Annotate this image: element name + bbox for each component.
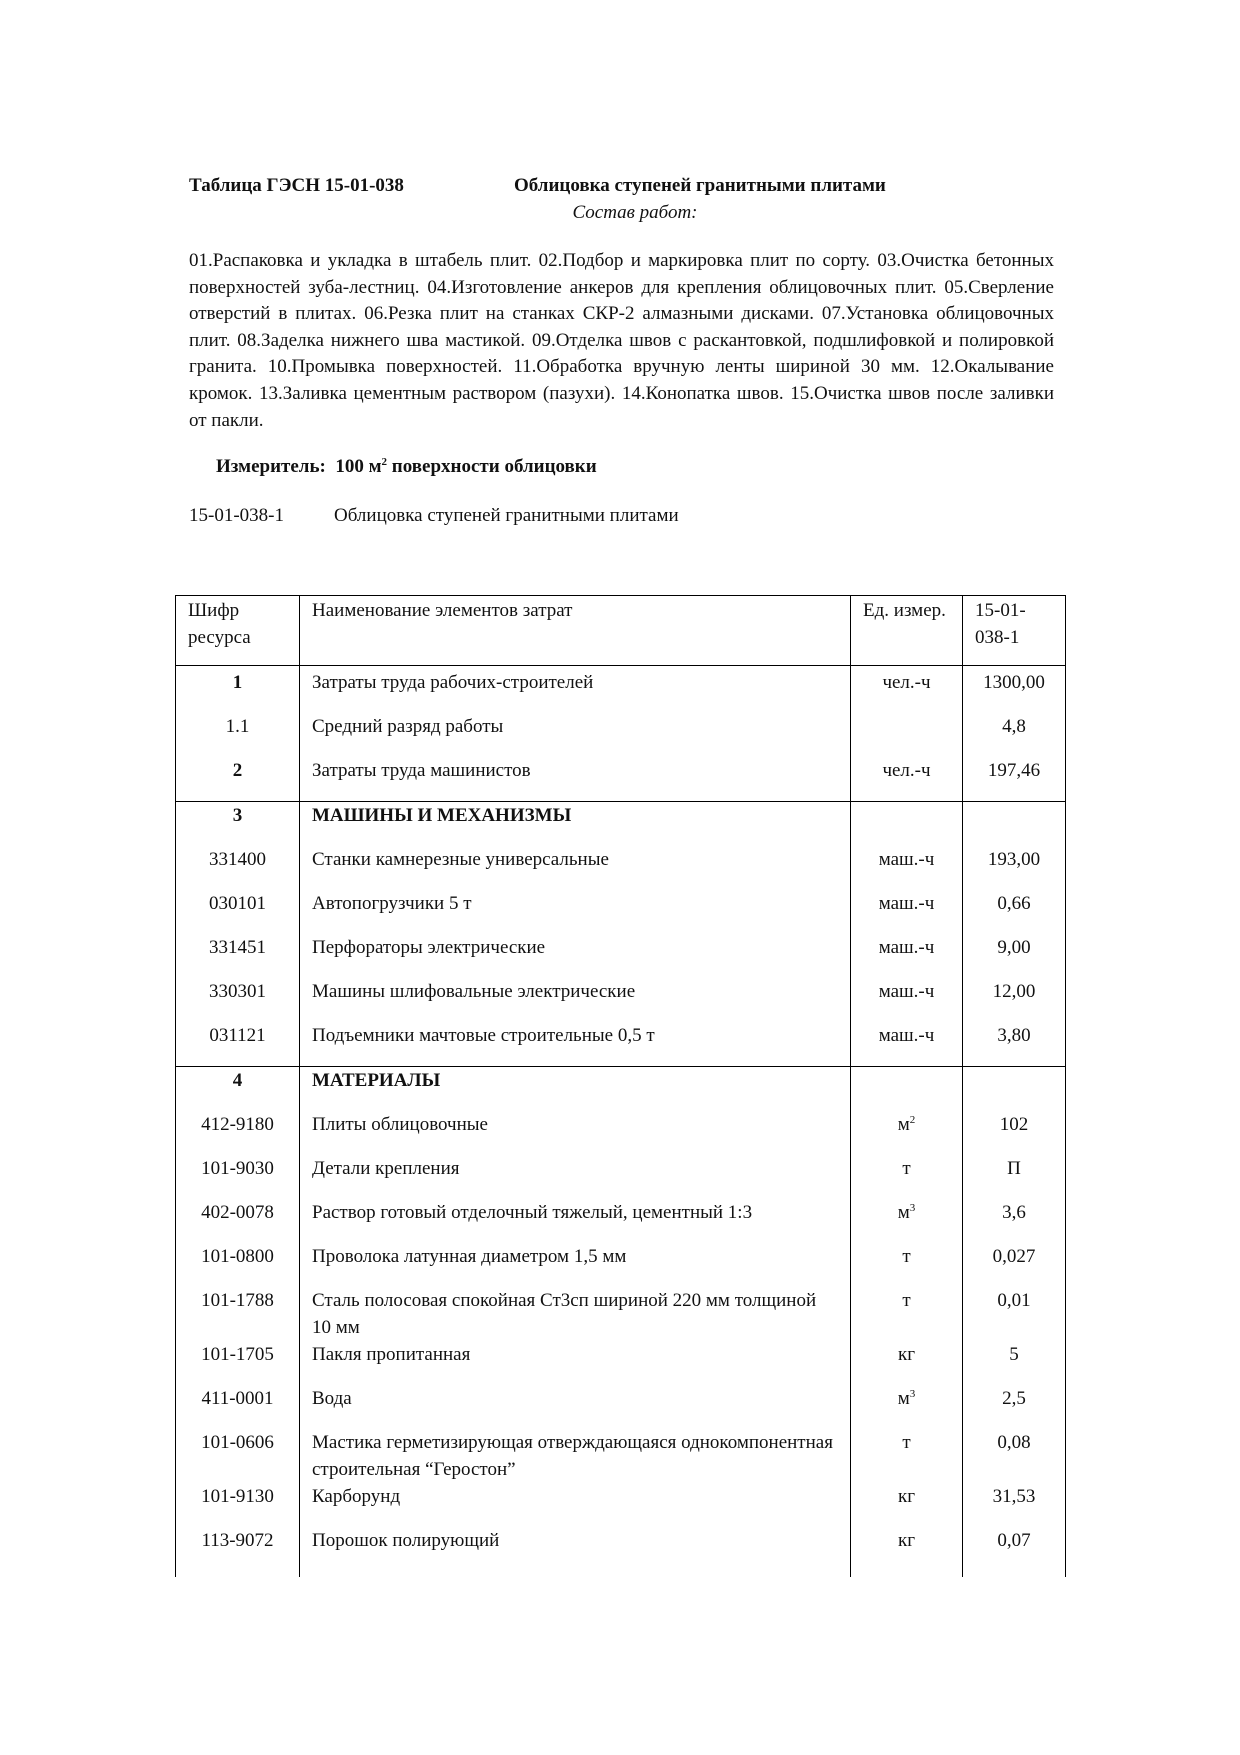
measure-value-prefix: 100 м [335, 456, 382, 477]
table-row [176, 1022, 1066, 1067]
table-row [176, 1067, 1066, 1112]
row-unit [851, 802, 963, 847]
row-value: 5 [963, 1341, 1066, 1385]
measure-value-sup: 2 [381, 456, 388, 468]
table-code: Таблица ГЭСН 15-01-038 [189, 175, 404, 196]
row-unit-text: м [897, 1202, 910, 1223]
table-row [176, 846, 1066, 890]
row-value: 0,08 [963, 1429, 1066, 1483]
row-unit [851, 1341, 963, 1385]
table-header-row [176, 596, 1066, 666]
row-unit-text: маш.-ч [878, 849, 935, 870]
row-value: 0,01 [963, 1287, 1066, 1341]
row-code: 402-0078 [176, 1199, 300, 1243]
row-name: МАШИНЫ И МЕХАНИЗМЫ [300, 802, 851, 847]
row-unit [851, 1199, 963, 1243]
row-code: 113-9072 [176, 1527, 300, 1577]
table-row [176, 1483, 1066, 1527]
table-row [176, 757, 1066, 802]
row-value: 0,07 [963, 1527, 1066, 1577]
row-unit-text: маш.-ч [878, 937, 935, 958]
table-row [176, 1243, 1066, 1287]
row-value: 193,00 [963, 846, 1066, 890]
row-value: 3,80 [963, 1022, 1066, 1067]
row-name: Автопогрузчики 5 т [300, 890, 851, 934]
row-unit [851, 666, 963, 714]
measure-label: Измеритель: [216, 456, 326, 477]
table-row [176, 978, 1066, 1022]
row-unit [851, 757, 963, 802]
row-name: Сталь полосовая спокойная Ст3сп шириной 220 мм толщиной 10 мм [300, 1287, 851, 1341]
row-unit [851, 1385, 963, 1429]
row-value: П [963, 1155, 1066, 1199]
row-code: 101-1788 [176, 1287, 300, 1341]
measure-line [216, 456, 597, 478]
row-value: 102 [963, 1111, 1066, 1155]
row-unit [851, 1243, 963, 1287]
row-name: Раствор готовый отделочный тяжелый, цементный 1:3 [300, 1199, 851, 1243]
row-unit-text: м [897, 1388, 910, 1409]
row-value: 0,027 [963, 1243, 1066, 1287]
table-row [176, 1111, 1066, 1155]
header-code: Шифр ресурса [176, 596, 300, 666]
works-heading: Состав работ: [572, 202, 698, 223]
measure-value-suffix: поверхности облицовки [387, 456, 597, 477]
row-unit-text: т [902, 1290, 911, 1311]
row-value: 31,53 [963, 1483, 1066, 1527]
table-row [176, 713, 1066, 757]
row-value: 9,00 [963, 934, 1066, 978]
row-code: 101-0800 [176, 1243, 300, 1287]
row-name: Карборунд [300, 1483, 851, 1527]
row-unit [851, 934, 963, 978]
row-unit-text: кг [897, 1344, 916, 1365]
row-unit-text: кг [897, 1530, 916, 1551]
table-row [176, 1287, 1066, 1341]
item-code: 15-01-038-1 [189, 505, 284, 526]
table-row [176, 1385, 1066, 1429]
row-unit-text: маш.-ч [878, 981, 935, 1002]
row-code: 411-0001 [176, 1385, 300, 1429]
row-code: 101-1705 [176, 1341, 300, 1385]
row-unit [851, 713, 963, 757]
table-title: Облицовка ступеней гранитными плитами [514, 175, 886, 196]
table-row [176, 1155, 1066, 1199]
works-description: 01.Распаковка и укладка в штабель плит. 02.Подбор и маркировка плит по сорту. 03.Очистка бетонных поверхностей зуба-лестниц. 04.Изготовление анкеров для крепления облицовочных плит. 05.Сверление отверстий в плитах. 06.Резка плит на станках СКР-2 алмазными дисками. 07.Установка облицовочных плит. 08.Заделка нижнего шва мастикой. 09.Отделка швов с раскантовкой, подшлифовкой и полировкой гранита. 10.Промывка поверхностей. 11.Обработка вручную ленты шириной 30 мм. 12.Окалывание кромок. 13.Заливка цементным раствором (пазухи). 14.Конопатка швов. 15.Очистка швов после заливки от пакли. [189, 250, 1054, 431]
row-value: 197,46 [963, 757, 1066, 802]
table-body [176, 666, 1066, 1578]
row-name: Затраты труда машинистов [300, 757, 851, 802]
row-unit [851, 1527, 963, 1577]
row-name: Станки камнерезные универсальные [300, 846, 851, 890]
row-unit-text: т [902, 1158, 911, 1179]
table-row [176, 802, 1066, 847]
row-name: Плиты облицовочные [300, 1111, 851, 1155]
row-code: 1 [176, 666, 300, 714]
row-code: 331400 [176, 846, 300, 890]
header-name: Наименование элементов затрат [300, 596, 851, 666]
row-value: 3,6 [963, 1199, 1066, 1243]
row-code: 101-9130 [176, 1483, 300, 1527]
row-unit-text: маш.-ч [878, 1025, 935, 1046]
row-value [963, 802, 1066, 847]
resource-table [175, 595, 1066, 1577]
row-name: Детали крепления [300, 1155, 851, 1199]
row-code: 331451 [176, 934, 300, 978]
row-unit-text: м [897, 1114, 910, 1135]
header-value: 15-01-038-1 [963, 596, 1066, 666]
table-row [176, 1199, 1066, 1243]
row-unit-text: чел.-ч [882, 672, 931, 693]
row-unit [851, 1287, 963, 1341]
row-value: 0,66 [963, 890, 1066, 934]
row-unit-sup: 3 [909, 1202, 916, 1214]
row-unit [851, 846, 963, 890]
table-row [176, 1527, 1066, 1577]
row-value [963, 1067, 1066, 1112]
row-unit [851, 1155, 963, 1199]
row-code: 1.1 [176, 713, 300, 757]
item-line [189, 505, 679, 527]
row-unit [851, 978, 963, 1022]
row-code: 101-0606 [176, 1429, 300, 1483]
row-unit-text: т [902, 1246, 911, 1267]
header-unit: Ед. измер. [851, 596, 963, 666]
row-code: 412-9180 [176, 1111, 300, 1155]
row-unit [851, 890, 963, 934]
row-unit-sup: 2 [909, 1114, 916, 1126]
table-row [176, 666, 1066, 714]
row-code: 3 [176, 802, 300, 847]
row-unit-text: чел.-ч [882, 760, 931, 781]
row-value: 4,8 [963, 713, 1066, 757]
item-name: Облицовка ступеней гранитными плитами [334, 505, 679, 526]
row-name: Подъемники мачтовые строительные 0,5 т [300, 1022, 851, 1067]
row-unit-text: т [902, 1432, 911, 1453]
row-name: Мастика герметизирующая отверждающаяся однокомпонентная строительная “Геростон” [300, 1429, 851, 1483]
row-name: Средний разряд работы [300, 713, 851, 757]
row-value: 1300,00 [963, 666, 1066, 714]
row-name: Порошок полирующий [300, 1527, 851, 1577]
table-row [176, 934, 1066, 978]
row-unit [851, 1067, 963, 1112]
row-unit [851, 1429, 963, 1483]
table-row [176, 1341, 1066, 1385]
row-name: Пакля пропитанная [300, 1341, 851, 1385]
row-code: 031121 [176, 1022, 300, 1067]
row-code: 2 [176, 757, 300, 802]
row-name: Машины шлифовальные электрические [300, 978, 851, 1022]
row-name: МАТЕРИАЛЫ [300, 1067, 851, 1112]
row-name: Перфораторы электрические [300, 934, 851, 978]
row-name: Затраты труда рабочих-строителей [300, 666, 851, 714]
row-value: 12,00 [963, 978, 1066, 1022]
row-code: 030101 [176, 890, 300, 934]
row-code: 101-9030 [176, 1155, 300, 1199]
row-value: 2,5 [963, 1385, 1066, 1429]
table-row [176, 890, 1066, 934]
row-code: 4 [176, 1067, 300, 1112]
row-unit [851, 1022, 963, 1067]
row-unit-sup: 3 [909, 1388, 916, 1400]
row-name: Проволока латунная диаметром 1,5 мм [300, 1243, 851, 1287]
row-code: 330301 [176, 978, 300, 1022]
table-row [176, 1429, 1066, 1483]
row-unit-text: маш.-ч [878, 893, 935, 914]
row-unit [851, 1111, 963, 1155]
row-unit [851, 1483, 963, 1527]
row-unit-text: кг [897, 1486, 916, 1507]
row-name: Вода [300, 1385, 851, 1429]
